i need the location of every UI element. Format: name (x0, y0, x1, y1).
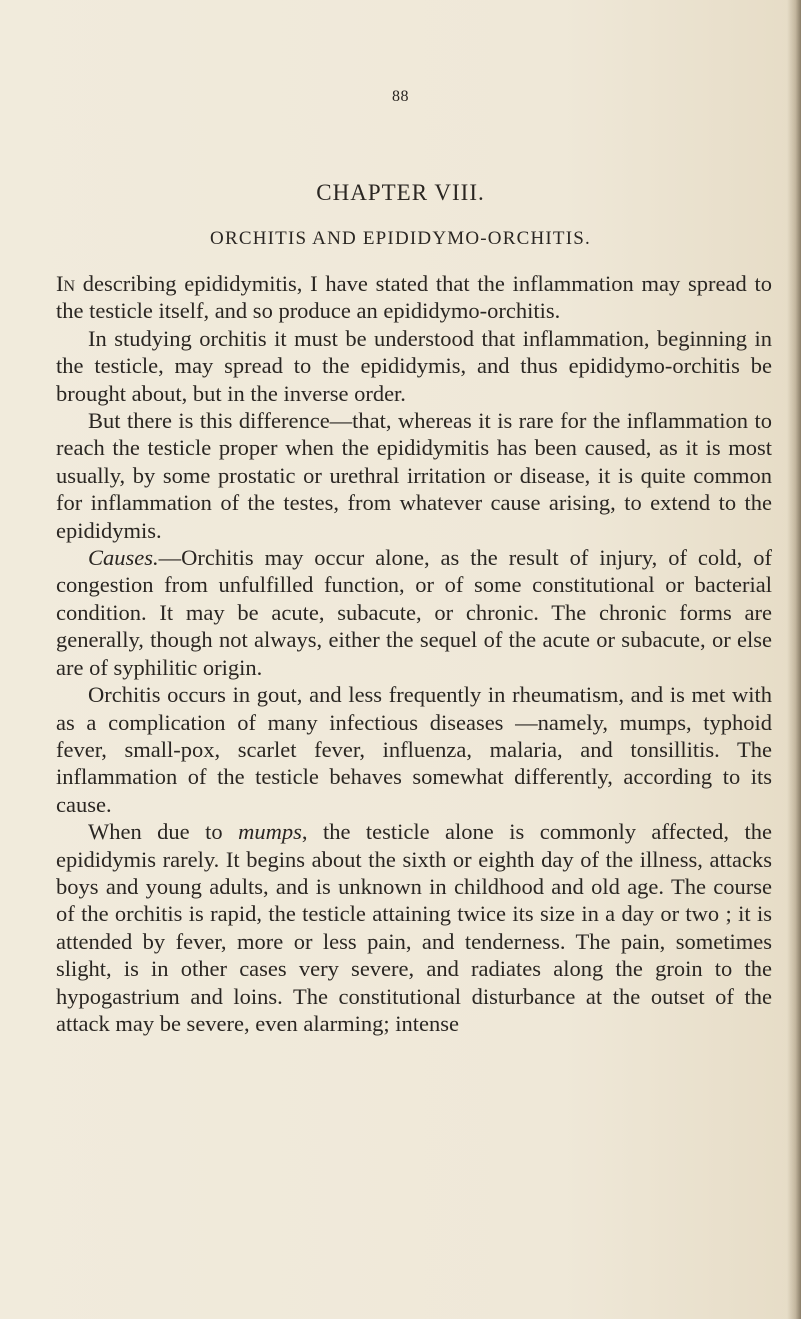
paragraph-text: But there is this difference—that, whereas it is rare for the inflammation to reach the testicle proper when the epididymitis has been caused, as it is most usually, by some prostatic or urethral irritation or disease, it is quite common for inflammation of the testes, from whatever cause arising, to extend to the epididymis. (56, 408, 772, 543)
paragraph-4 (56, 544, 772, 681)
paragraph-5 (56, 681, 772, 818)
body-text (56, 270, 772, 1037)
paragraph-text: In studying orchitis it must be understood that inflammation, beginning in the testicle, may spread to the epididymis, and thus epididymo-orchitis be brought about, but in the inverse order. (56, 325, 772, 406)
paragraph-6 (56, 818, 772, 1037)
paragraph-text: Orchitis occurs in gout, and less frequently in rheumatism, and is met with as a complication of many infectious diseases —namely, mumps, typhoid fever, small-pox, scarlet fever, influenza, malaria, and tonsillitis. The inflammation of the testicle behaves somewhat differently, according to its cause. (56, 682, 772, 817)
section-title: ORCHITIS AND EPIDIDYMO-ORCHITIS. (210, 228, 591, 249)
page-edge-shadow (787, 0, 801, 1319)
page-number: 88 (392, 88, 409, 105)
drop-lead-word: In (56, 271, 76, 296)
paragraph-pre: When due to (88, 819, 239, 845)
chapter-title: CHAPTER VIII. (316, 180, 485, 205)
paragraph-text: describing epididymitis, I have stated that the inflammation may spread to the testicle itself, and so produce an epididymo-orchitis. (56, 271, 772, 324)
paragraph-1 (56, 270, 772, 325)
section-heading-causes: Causes. (88, 545, 159, 571)
paragraph-text: —Orchitis may occur alone, as the result of injury, of cold, of congestion from unfulfilled function, or of some constitutional or bacterial condition. It may be acute, subacute, or chronic. The chronic forms are generally, though not always, either the sequel of the acute or subacute, or else are of syphilitic origin. (56, 545, 772, 680)
paragraph-2 (56, 325, 772, 407)
paragraph-text: , the testicle alone is commonly affected, the epididymis rarely. It begins about the sixth or eighth day of the illness, attacks boys and young adults, and is unknown in childhood and old age. The course of the orchitis is rapid, the testicle attaining twice its size in a day or two ; it is attended by fever, more or less pain, and tenderness. The pain, sometimes slight, is in other cases very severe, and radiates along the groin to the hypogastrium and loins. The constitutional disturbance at the outset of the attack may be severe, even alarming; intense (56, 819, 772, 1036)
italic-term-mumps: mumps (238, 819, 302, 845)
paragraph-3 (56, 407, 772, 544)
